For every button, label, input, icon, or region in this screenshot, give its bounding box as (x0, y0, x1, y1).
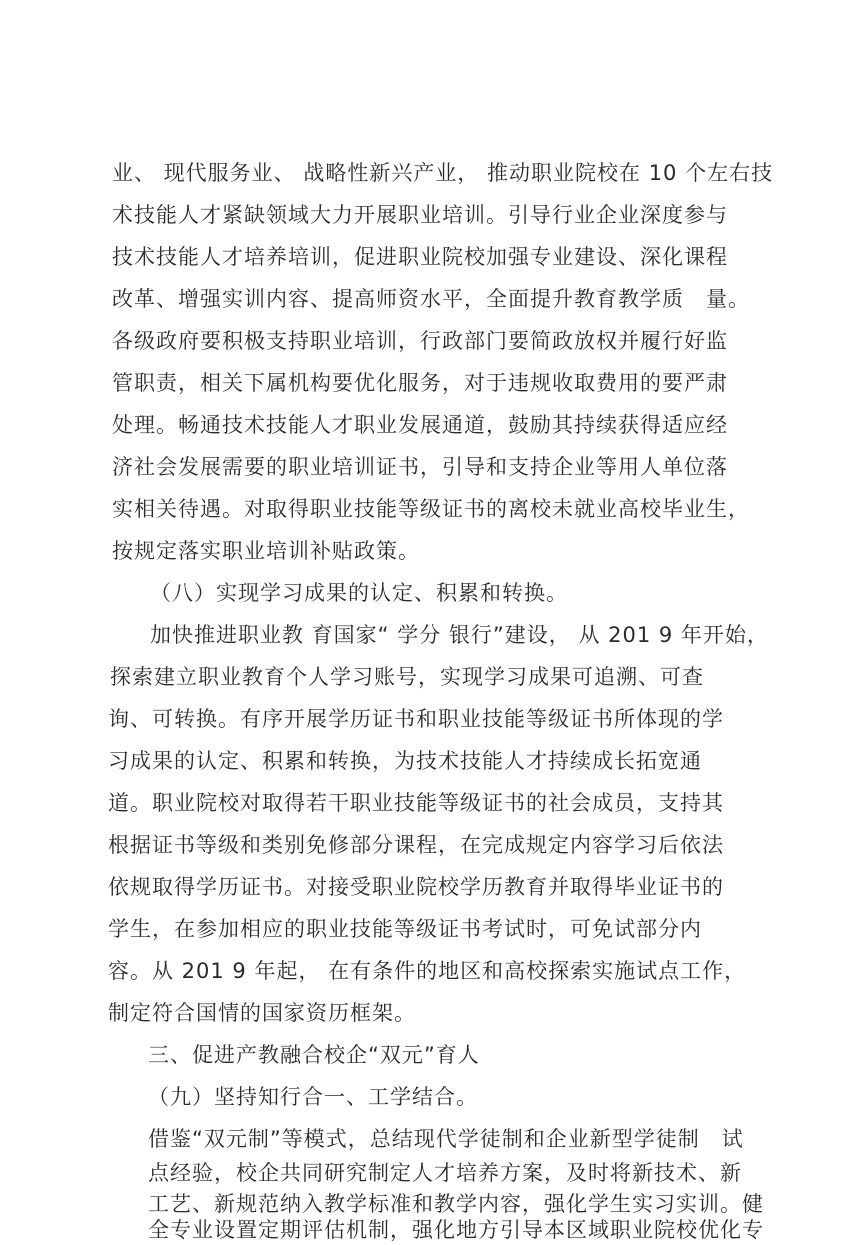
text-line: 改革、增强实训内容、提高师资水平，全面提升教育教学质 量。 (112, 287, 750, 311)
text-line: 道。职业院校对取得若干职业技能等级证书的社会成员，支持其 (108, 791, 724, 815)
text-line: 根据证书等级和类别免修部分课程，在完成规定内容学习后依法 (108, 833, 724, 857)
text-line: 工艺、新规范纳入教学标准和教学内容，强化学生实习实训。健 (148, 1192, 764, 1216)
text-line: 容。从 201 9 年起， 在有条件的地区和高校探索实施试点工作， (108, 959, 747, 983)
text-line: 制定符合国情的国家资历框架。 (108, 1001, 416, 1025)
text-line: 学生，在参加相应的职业技能等级证书考试时，可免试部分内 (108, 917, 702, 941)
text-line: 按规定落实职业培训补贴政策。 (112, 539, 420, 563)
text-line: 全专业设置定期评估机制，强化地方引导本区域职业院校优化专 (148, 1218, 764, 1242)
text-line: 业、 现代服务业、 战略性新兴产业， 推动职业院校在 10 个左右技 (112, 161, 774, 185)
text-line: 探索建立职业教育个人学习账号，实现学习成果可追溯、可查 (110, 665, 704, 689)
text-line: 术技能人才紧缺领域大力开展职业培训。引导行业企业深度参与 (112, 203, 728, 227)
section-heading: （九）坚持知行合一、工学结合。 (148, 1085, 478, 1109)
text-line: 习成果的认定、积累和转换，为技术技能人才持续成长拓宽通 (108, 749, 702, 773)
section-heading: （八）实现学习成果的认定、积累和转换。 (150, 581, 568, 605)
text-line: 处理。畅通技术技能人才职业发展通道，鼓励其持续获得适应经 (112, 413, 728, 437)
text-line: 借鉴“双元制”等模式，总结现代学徒制和企业新型学徒制 试 (148, 1127, 744, 1151)
text-line: 管职责，相关下属机构要优化服务，对于违规收取费用的要严肃 (112, 371, 728, 395)
text-line: 依规取得学历证书。对接受职业院校学历教育并取得毕业证书的 (108, 875, 724, 899)
text-line: 点经验，校企共同研究制定人才培养方案，及时将新技术、新 (148, 1161, 742, 1185)
text-line: 询、可转换。有序开展学历证书和职业技能等级证书所体现的学 (108, 707, 724, 731)
text-line: 济社会发展需要的职业培训证书，引导和支持企业等用人单位落 (112, 455, 728, 479)
text-line: 实相关待遇。对取得职业技能等级证书的离校未就业高校毕业生， (112, 497, 750, 521)
text-line: 各级政府要积极支持职业培训，行政部门要简政放权并履行好监 (112, 329, 728, 353)
text-line: 技术技能人才培养培训，促进职业院校加强专业建设、深化课程 (112, 245, 728, 269)
text-line: 加快推进职业教 育国家“ 学分 银行”建设， 从 201 9 年开始， (150, 623, 769, 647)
chapter-heading: 三、促进产教融合校企“双元”育人 (148, 1043, 480, 1067)
